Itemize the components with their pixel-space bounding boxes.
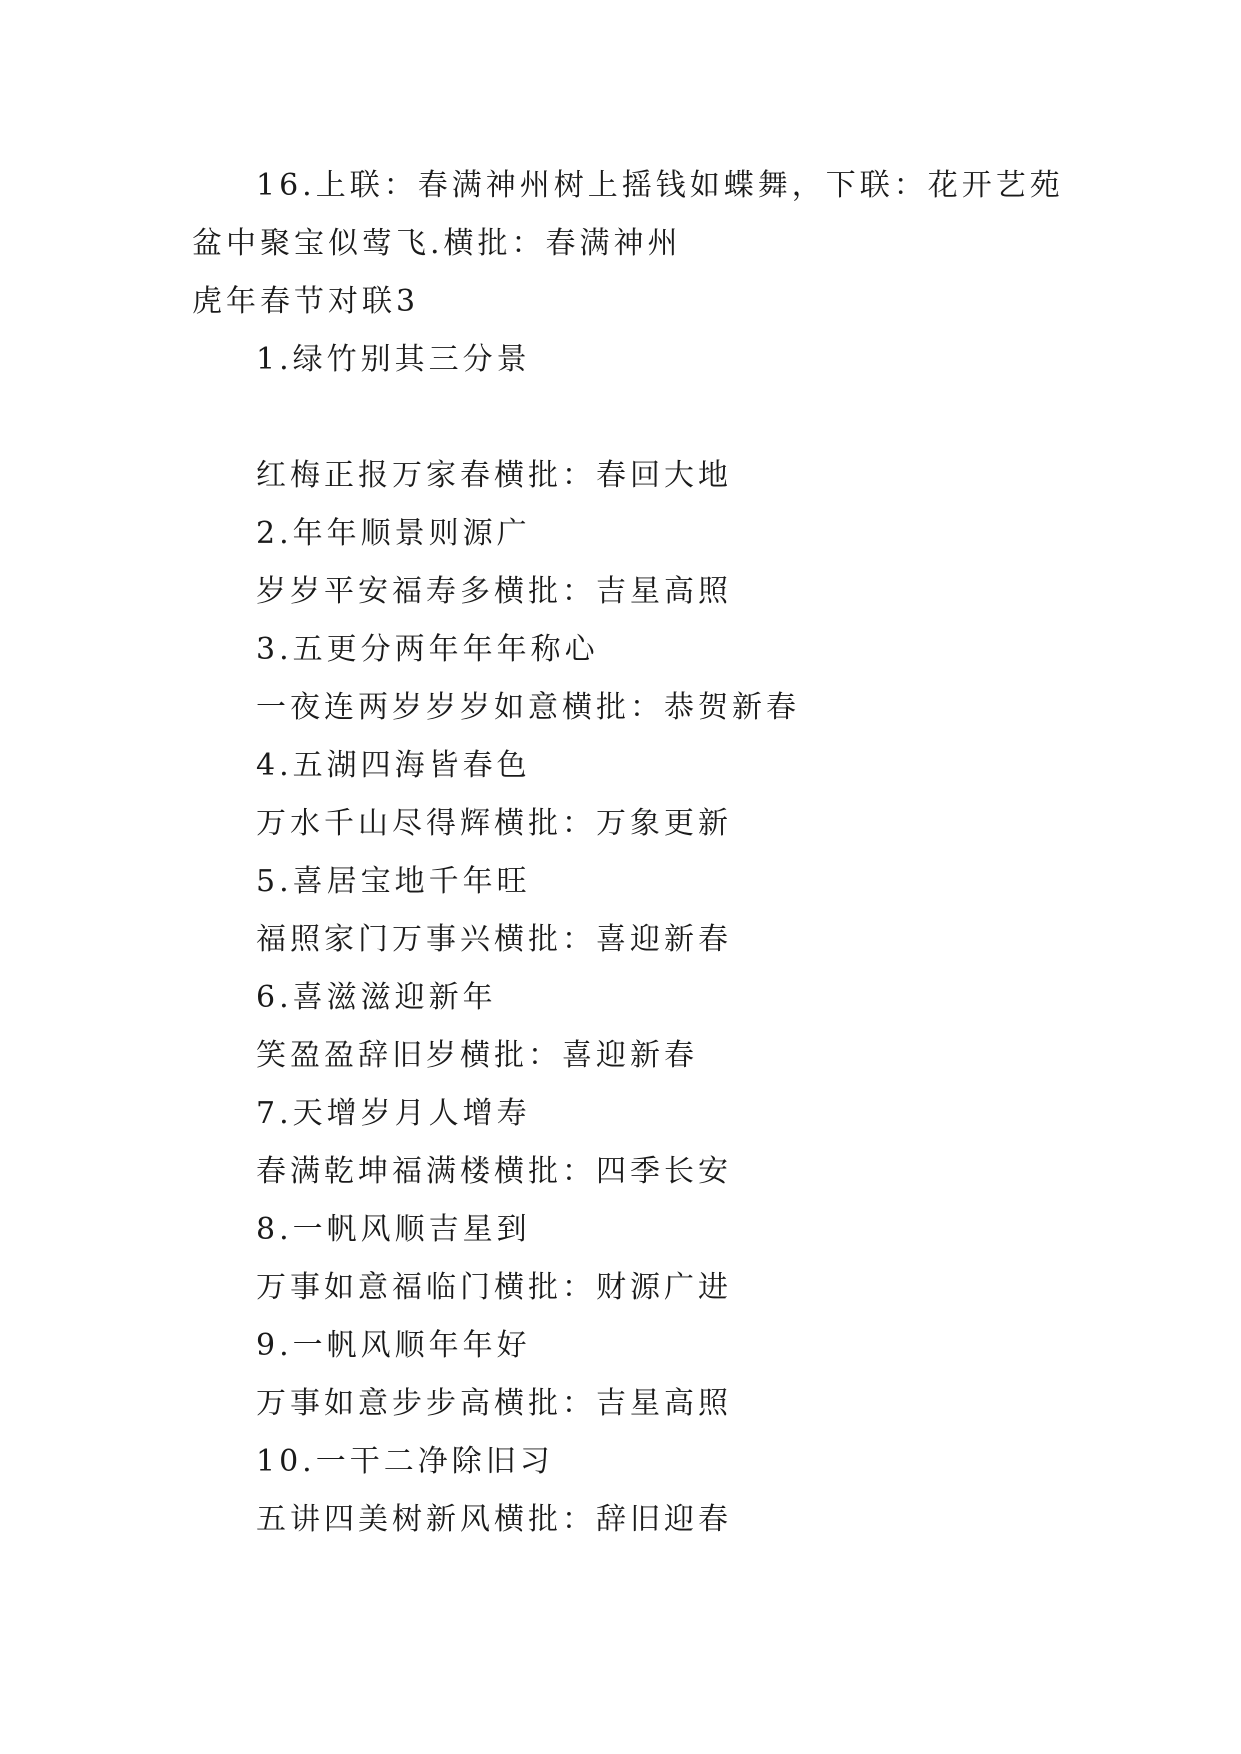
couplet-4-second: 万水千山尽得辉横批：万象更新 [256,806,732,841]
couplet-2-first: 2.年年顺景则源广 [256,516,531,551]
couplet-7-first: 7.天增岁月人增寿 [256,1096,531,1131]
couplet-1-first: 1.绿竹别其三分景 [256,342,531,377]
couplet-8-second: 万事如意福临门横批：财源广进 [256,1270,732,1305]
intro-line-1: 16.上联：春满神州树上摇钱如蝶舞，下联：花开艺苑 [256,168,1064,203]
couplet-5-first: 5.喜居宝地千年旺 [256,864,531,899]
couplet-5-second: 福照家门万事兴横批：喜迎新春 [256,922,732,957]
couplet-3-second: 一夜连两岁岁岁如意横批：恭贺新春 [256,690,800,725]
couplet-8-first: 8.一帆风顺吉星到 [256,1212,531,1247]
couplet-7-second: 春满乾坤福满楼横批：四季长安 [256,1154,732,1189]
couplet-6-first: 6.喜滋滋迎新年 [256,980,497,1015]
intro-line-2: 盆中聚宝似莺飞.横批：春满神州 [192,226,682,261]
section-title: 虎年春节对联3 [192,284,420,319]
couplet-10-second: 五讲四美树新风横批：辞旧迎春 [256,1502,732,1537]
couplet-9-first: 9.一帆风顺年年好 [256,1328,531,1363]
couplet-9-second: 万事如意步步高横批：吉星高照 [256,1386,732,1421]
couplet-4-first: 4.五湖四海皆春色 [256,748,531,783]
couplet-10-first: 10.一干二净除旧习 [256,1444,554,1479]
couplet-2-second: 岁岁平安福寿多横批：吉星高照 [256,574,732,609]
couplet-1-second: 红梅正报万家春横批：春回大地 [256,458,732,493]
couplet-3-first: 3.五更分两年年年称心 [256,632,599,667]
couplet-6-second: 笑盈盈辞旧岁横批：喜迎新春 [256,1038,698,1073]
